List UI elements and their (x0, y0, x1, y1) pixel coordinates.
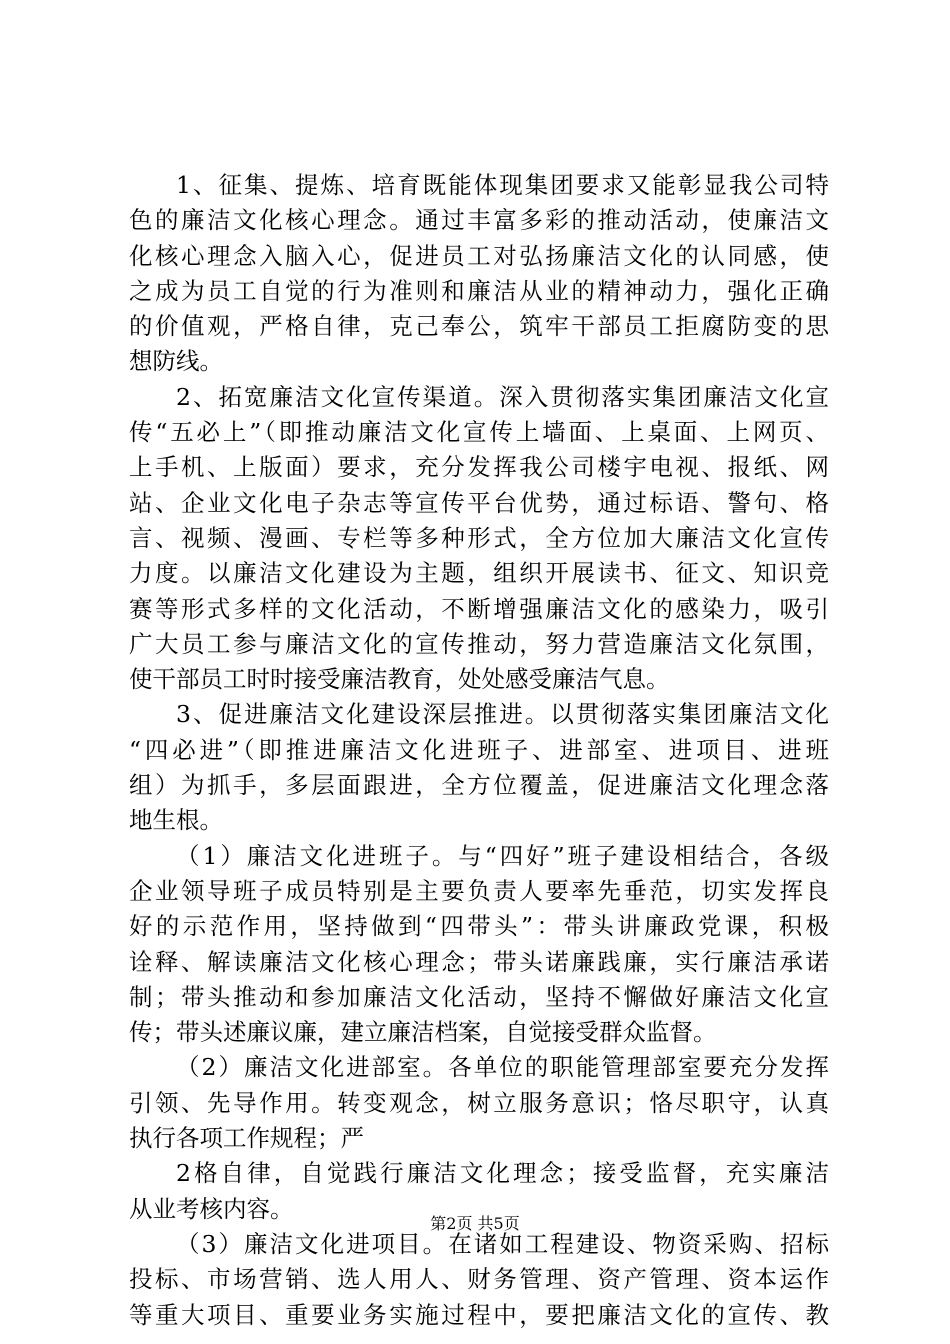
paragraph-6-line: （3）廉洁文化进项目。在诸如工程建设、物资采购、招标 (176, 1229, 829, 1258)
paragraph-3-line: 地生根。 (129, 806, 223, 835)
paragraph-2-line: 广大员工参与廉洁文化的宣传推动，努力营造廉洁文化氛围， (129, 629, 829, 658)
paragraph-3-line: 3、促进廉洁文化建设深层推进。以贯彻落实集团廉洁文化 (176, 700, 829, 729)
paragraph-4-line: 好的示范作用，坚持做到“四带头”：带头讲廉政党课，积极 (129, 912, 829, 941)
paragraph-2-line: 力度。以廉洁文化建设为主题，组织开展读书、征文、知识竞 (129, 559, 829, 588)
paragraph-2-line: 赛等形式多样的文化活动，不断增强廉洁文化的感染力，吸引 (129, 594, 829, 623)
paragraph-2-line: 上手机、上版面）要求，充分发挥我公司楼宇电视、报纸、网 (129, 453, 829, 482)
paragraph-4-line: 诠释、解读廉洁文化核心理念；带头诺廉践廉，实行廉洁承诺 (129, 947, 829, 976)
page-number-footer: 第2页 共5页 (430, 1214, 520, 1233)
paragraph-1-line: 化核心理念入脑入心，促进员工对弘扬廉洁文化的认同感，使 (129, 241, 829, 270)
paragraph-1-line: 1、征集、提炼、培育既能体现集团要求又能彰显我公司特 (176, 171, 829, 199)
paragraph-6-line: 等重大项目、重要业务实施过程中，要把廉洁文化的宣传、教 (129, 1300, 829, 1329)
document-body (129, 168, 829, 1333)
paragraph-5-line: 2格自律，自觉践行廉洁文化理念；接受监督，充实廉洁 (176, 1159, 829, 1188)
paragraph-2-line: 言、视频、漫画、专栏等多种形式，全方位加大廉洁文化宣传 (129, 523, 829, 552)
paragraph-6-line: 投标、市场营销、选人用人、财务管理、资产管理、资本运作 (129, 1265, 829, 1294)
paragraph-3-line: “四必进”（即推进廉洁文化进班子、进部室、进项目、进班 (129, 735, 829, 764)
paragraph-1-line: 色的廉洁文化核心理念。通过丰富多彩的推动活动，使廉洁文 (129, 206, 829, 235)
paragraph-5-line: 从业考核内容。 (129, 1194, 294, 1223)
paragraph-1-line: 之成为员工自觉的行为准则和廉洁从业的精神动力，强化正确 (129, 276, 829, 305)
paragraph-2-line: 传“五必上”（即推动廉洁文化宣传上墙面、上桌面、上网页、 (129, 418, 829, 447)
paragraph-4-line: （1）廉洁文化进班子。与“四好”班子建设相结合，各级 (176, 841, 829, 870)
paragraph-1-line: 想防线。 (129, 347, 223, 376)
paragraph-5-line: 引领、先导作用。转变观念，树立服务意识；恪尽职守，认真 (129, 1088, 829, 1117)
paragraph-2-line: 使干部员工时时接受廉洁教育，处处感受廉洁气息。 (129, 665, 670, 694)
paragraph-4-line: 企业领导班子成员特别是主要负责人要率先垂范，切实发挥良 (129, 876, 829, 905)
paragraph-4-line: 制；带头推动和参加廉洁文化活动，坚持不懈做好廉洁文化宣 (129, 982, 829, 1011)
paragraph-4-line: 传；带头述廉议廉，建立廉洁档案，自觉接受群众监督。 (129, 1018, 717, 1047)
paragraph-1-line: 的价值观，严格自律，克己奉公，筑牢干部员工拒腐防变的思 (129, 312, 829, 341)
paragraph-5-line: 执行各项工作规程；严 (129, 1124, 364, 1153)
paragraph-5-line: （2）廉洁文化进部室。各单位的职能管理部室要充分发挥 (176, 1053, 829, 1082)
paragraph-2-line: 站、企业文化电子杂志等宣传平台优势，通过标语、警句、格 (129, 488, 829, 517)
paragraph-2-line: 2、拓宽廉洁文化宣传渠道。深入贯彻落实集团廉洁文化宣 (176, 382, 829, 411)
paragraph-3-line: 组）为抓手，多层面跟进，全方位覆盖，促进廉洁文化理念落 (129, 771, 829, 800)
